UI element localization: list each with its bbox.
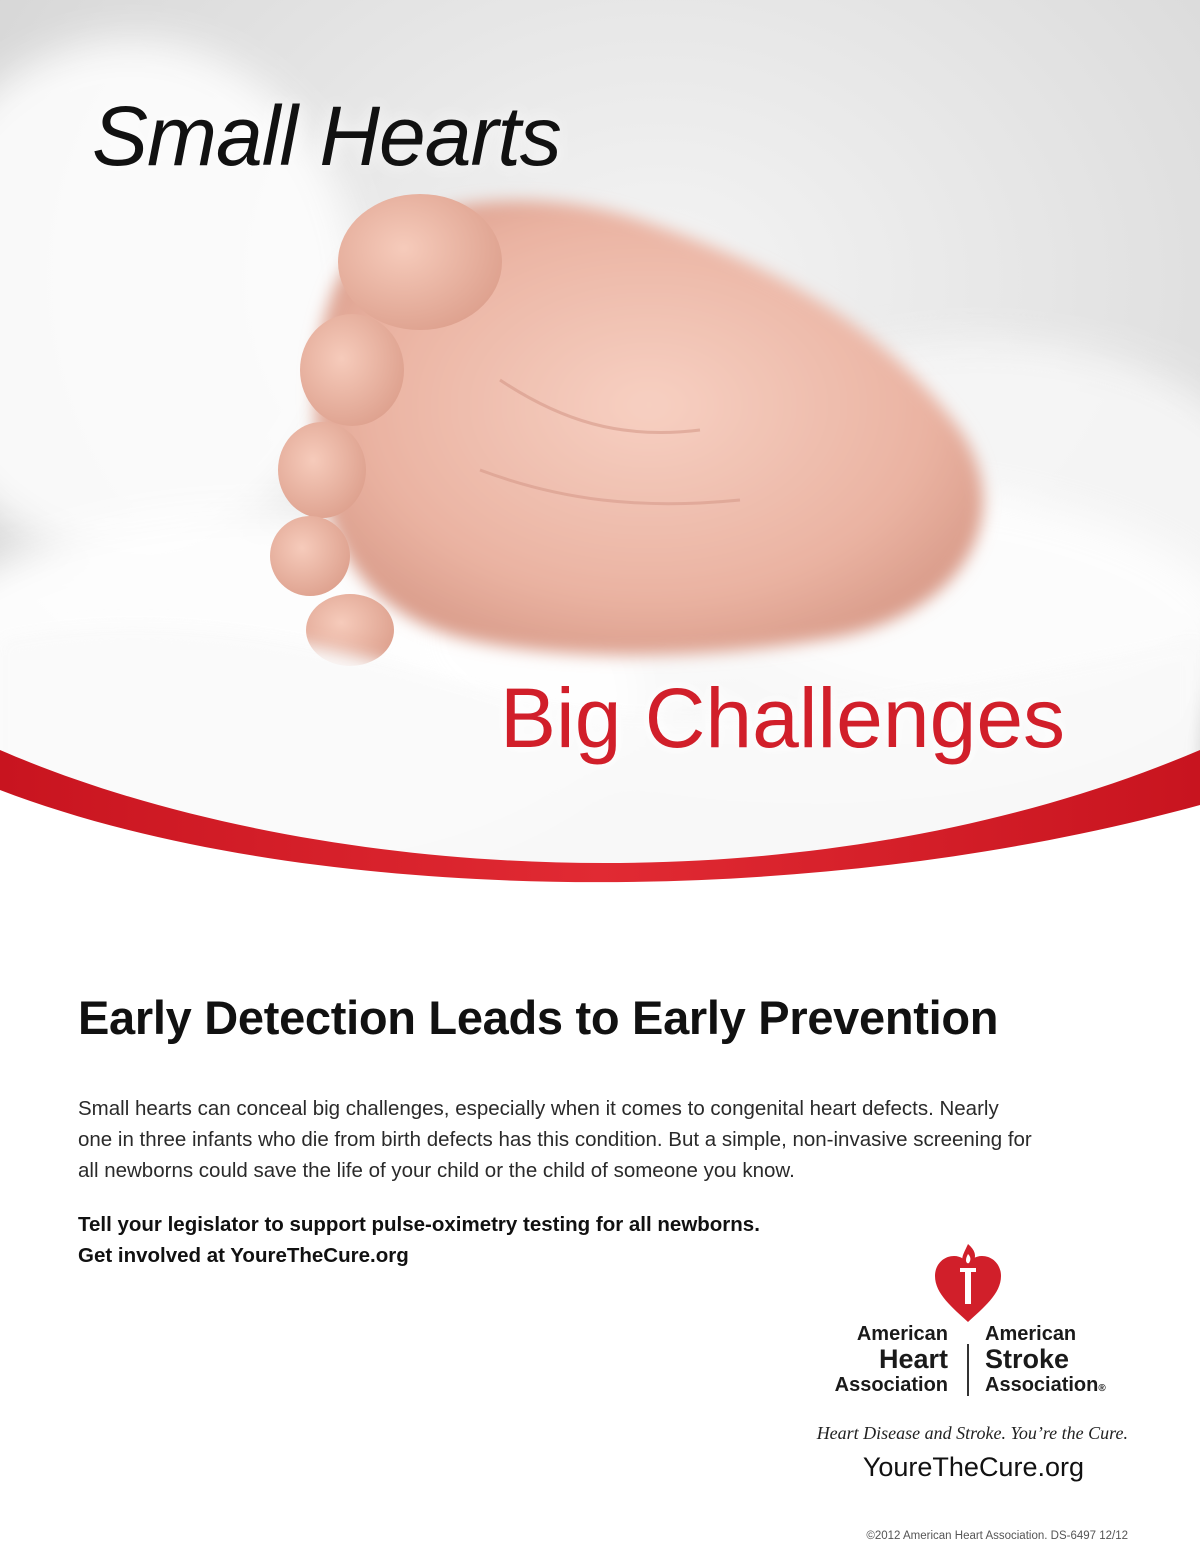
cta-line-legislator: Tell your legislator to support pulse-oximetry testing for all newborns. [78,1213,760,1236]
stroke-association-wordmark [985,1324,1106,1395]
body-paragraph: Small hearts can conceal big challenges, especially when it comes to congenital heart defects. Nearly one in three infants who die from birth defects has this condition. But a simple, non-invasive screening for all newborns could save the life of your child or the child of someone you know. [78,1097,1032,1182]
aha-asa-logo [820,1240,1130,1400]
logo-right-line1: American [985,1323,1077,1345]
heart-association-wordmark [835,1324,948,1395]
logo-divider [967,1344,969,1396]
headline: Early Detection Leads to Early Prevention [78,991,999,1044]
cta-line-get-involved: Get involved at YoureTheCure.org [78,1244,409,1267]
call-to-action [78,1209,760,1271]
title-big-challenges: Big Challenges [500,671,1066,765]
tagline: Heart Disease and Stroke. You’re the Cure. [816,1423,1128,1443]
registered-mark: ® [1098,1383,1106,1394]
logo-right-line3: Association® [985,1374,1106,1396]
logo-left-line1: American [856,1323,948,1345]
logo-left-line3: Association [834,1374,948,1396]
logo-left-line2: Heart [878,1344,948,1374]
site-url-link[interactable]: YoureTheCure.org [862,1452,1084,1482]
copyright-notice: ©2012 American Heart Association. DS-6497 12/12 [866,1530,1128,1542]
heart-torch-icon [933,1242,1003,1324]
title-small-hearts: Small Hearts [92,89,561,183]
logo-right-line2: Stroke [985,1344,1070,1374]
